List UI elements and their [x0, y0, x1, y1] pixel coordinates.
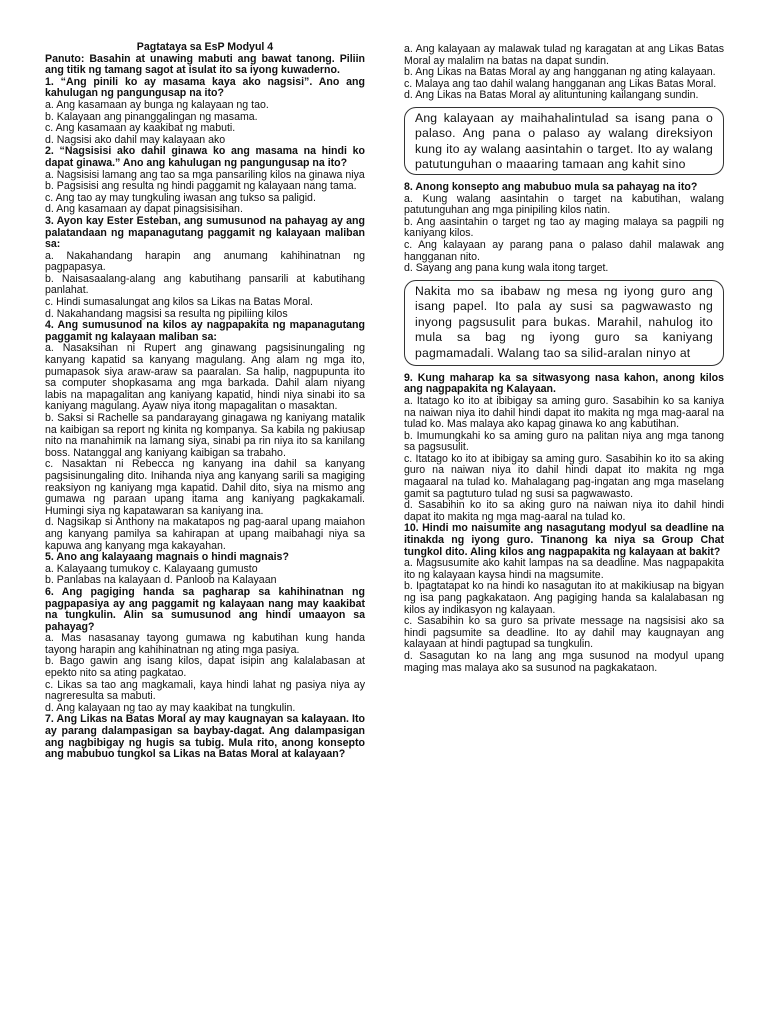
q10-option-a: a. Magsusumite ako kahit lampas na sa deadline. Mas nagpapakita ito ng kalayaan kaysa hindi na magsumite. [404, 557, 724, 581]
left-column [45, 42, 365, 761]
question-5: 5. Ano ang kalayaang magnais o hindi magnais? [45, 551, 289, 564]
question-1: 1. “Ang pinili ko ay masama kaya ako nagsisi”. Ano ang kahulugan ng pangungusap na ito? [45, 75, 365, 100]
q4-option-c: c. Nasaktan ni Rebecca ng kanyang ina dahil sa kanyang pagsisinungaling dito. Inihanda niya ang kanyang sarili sa magiging reaksiyon ng kaniyang mga kapatid. Dahil dito, siya na mismo ang gumawa ng paraan upang itama ang kaniyang pagkakamali. Humingi siya ng kapatawaran sa kaniyang ina. [45, 458, 365, 517]
q2-option-a: a. Nagsisisi lamang ang tao sa mga pansariling kilos na ginawa niya [45, 168, 365, 181]
question-4: 4. Ang sumusunod na kilos ay nagpapakita ng mapanagutang paggamit ng kalayaan maliban sa: [45, 319, 365, 343]
q3-option-a: a. Nakahandang harapin ang anumang kahihinatnan ng pagpapasya. [45, 249, 365, 274]
q1-option-c: c. Ang kasamaan ay kaakibat ng mabuti. [45, 122, 236, 135]
question-7: 7. Ang Likas na Batas Moral ay may kaugnayan sa kalayaan. Ito ay parang dalampasigan sa baybay-dagat. Ang dalampasigan ang nagbibigay ng hugis sa tubig. Mula rito, anong konsepto ang mabubuo tungkol sa Likas na Batas Moral at kalayaan? [45, 713, 365, 761]
q10-option-d: d. Sasagutan ko na lang ang mga susunod na modyul upang maging mas malaya ako sa susunod na pagkakataon. [404, 649, 724, 674]
q7-option-b: b. Ang Likas na Batas Moral ay ang hangganan ng ating kalayaan. [404, 66, 716, 79]
q1-option-a: a. Ang kasamaan ay bunga ng kalayaan ng tao. [45, 98, 269, 111]
q7-option-a: a. Ang kalayaan ay malawak tulad ng karagatan at ang Likas Batas Moral ay malalim na batas na dapat sundin. [404, 43, 724, 67]
q6-option-c: c. Likas sa tao ang magkamali, kaya hindi lahat ng pasiya niya ay nagreresulta sa mabuti. [45, 678, 365, 703]
q7-option-c: c. Malaya ang tao dahil walang hangganan ang Likas Batas Moral. [404, 77, 717, 90]
scenario-box-answer-key-text: Nakita mo sa ibabaw ng mesa ng iyong guro ang isang papel. Ito pala ay susi sa pagwawasto ng inyong pagsusulit para bukas. Marahil, nahulog ito mula sa bag ng iyong guro sa kaniyang pagmamadali. Walang tao sa silid-aralan ninyo at [415, 283, 713, 360]
q9-option-a: a. Itatago ko ito at ibibigay sa aming guro. Sasabihin ko sa kaniya na naiwan niya ito dahil hindi dapat ito makita ng mga mag-aaral na tulad ko. Mas malaya ako kapag ginawa ko ang kabutihan. [404, 394, 724, 431]
q2-option-b: b. Pagsisisi ang resulta ng hindi paggamit ng kalayaan nang tama. [45, 180, 357, 193]
scenario-box-bow-arrow [404, 107, 724, 175]
question-9: 9. Kung maharap ka sa sitwasyong nasa kahon, anong kilos ang nagpapakita ng Kalayaan. [404, 371, 724, 396]
right-column [404, 44, 724, 674]
q3-option-b: b. Naisasaalang-alang ang kabutihang pansarili at kabutihang panlahat. [45, 272, 365, 297]
document-title: Pagtataya sa EsP Modyul 4 [136, 41, 274, 53]
question-8: 8. Anong konsepto ang mabubuo mula sa pahayag na ito? [404, 180, 698, 193]
q2-option-d: d. Ang kasamaan ay dapat pinagsisisihan. [45, 203, 243, 216]
q10-option-b: b. Ipagtatapat ko na hindi ko nasagutan ito at makikiusap na bigyan ng isa pang pagkakataon. Ang pagiging handa sa kalalabasan ng kilos ay indikasyon ng kalayaan. [404, 580, 724, 616]
q3-option-d: d. Nakahandang magsisi sa resulta ng pipiliing kilos [45, 307, 288, 320]
scenario-box-answer-key [404, 280, 724, 366]
q10-option-c: c. Sasabihin ko sa guro sa private message na nagsisisi ako sa hindi pagsumite sa deadline. Ito ay dahil may kaugnayan ang kalayaan at hindi pagtupad sa tungkulin. [404, 615, 724, 651]
q4-option-a: a. Nasaksihan ni Rupert ang ginawang pagsisinungaling ng kanyang kapatid sa kanyang magulang. Ang alam ng mga ito, pumapasok siya araw-araw sa paaralan. Sa halip, nagpupunta ito sa computer shopkasama ang mga barkada. Dahil alam niyang labis na mapagalitan ang kaniyang kapatid, hindi niya sinabi ito sa kaniyang magulang. Ayaw niya itong mapagalitan o masaktan. [45, 342, 365, 413]
q8-option-d: d. Sayang ang pana kung wala itong target. [404, 262, 609, 275]
q1-option-d: d. Nagsisi ako dahil may kalayaan ako [45, 133, 226, 146]
q8-option-c: c. Ang kalayaan ay parang pana o palaso dahil malawak ang hangganan nito. [404, 238, 724, 263]
q8-option-b: b. Ang aasintahin o target ng tao ay maging malaya sa pagpili ng kaniyang kilos. [404, 215, 724, 240]
q1-option-b: b. Kalayaan ang pinanggalingan ng masama. [45, 110, 258, 123]
q3-option-c: c. Hindi sumasalungat ang kilos sa Likas na Batas Moral. [45, 296, 313, 309]
q5-options-b-d: b. Panlabas na kalayaan d. Panloob na Kalayaan [45, 574, 277, 587]
q7-option-d: d. Ang Likas na Batas Moral ay alituntuning kailangang sundin. [404, 89, 699, 102]
question-3: 3. Ayon kay Ester Esteban, ang sumusunod na pahayag ay ang palatandaan ng mapanagutang paggamit ng kalayaan maliban sa: [45, 214, 365, 251]
q9-option-b: b. Imumungkahi ko sa aming guro na palitan niya ang mga tanong sa pagsusulit. [404, 429, 724, 454]
question-10: 10. Hindi mo naisumite ang nasagutang modyul sa deadline na itinakda ng iyong guro. Tinanong ka niya sa Group Chat tungkol dito. Aling kilos ang nagpapakita ng kalayaan at bakit? [404, 522, 724, 558]
question-6: 6. Ang pagiging handa sa pagharap sa kahihinatnan ng pagpapasiya ay ang paggamit ng kalayaan nang may kaakibat na tungkulin. Alin sa sumusunod ang hindi umaayon sa pahayag? [45, 585, 365, 633]
q4-option-d: d. Nagsikap si Anthony na makatapos ng pag-aaral upang maiahon ang kanyang pamilya sa kahirapan at upang maibahagi niya sa kapuwa ang kanyang mga kakayahan. [45, 516, 365, 552]
q6-option-a: a. Mas nasasanay tayong gumawa ng kabutihan kung handa tayong harapin ang kahihinatnan ng ating mga pasiya. [45, 632, 365, 656]
q9-option-d: d. Sasabihin ko ito sa aking guro na naiwan niya ito dahil hindi dapat ito makita ng mga mag-aaral na tulad ko. [404, 499, 724, 523]
q6-option-d: d. Ang kalayaan ng tao ay may kaakibat na tungkulin. [45, 701, 296, 714]
instructions: Panuto: Basahin at unawing mabuti ang bawat tanong. Piliin ang titik ng tamang sagot at isulat ito sa iyong kuwaderno. [45, 52, 365, 77]
q2-option-c: c. Ang tao ay may tungkuling iwasan ang tukso sa paligid. [45, 191, 316, 204]
scenario-box-bow-arrow-text: Ang kalayaan ay maihahalintulad sa isang pana o palaso. Ang pana o palaso ay walang direksiyon kung ito ay walang aasintahin o target. Ito ay walang patutunguhan o maaaring tamaan ang kahit sino [415, 110, 713, 172]
q5-options-a-c: a. Kalayaang tumukoy c. Kalayaang gumusto [45, 562, 258, 575]
q6-option-b: b. Bago gawin ang isang kilos, dapat isipin ang kalalabasan at epekto nito sa ating pagkatao. [45, 655, 365, 680]
q8-option-a: a. Kung walang aasintahin o target na kabutihan, walang patutunguhan ang mga pinipiling kilos natin. [404, 192, 724, 217]
q9-option-c: c. Itatago ko ito at ibibigay sa aming guro. Sasabihin ko ito sa aking guro na naiwan niya ito dahil hindi dapat ito makita ng mga magaaral na tulad ko. Mahalagang pag-ingatan ang mga maselang gamit sa pagtuturo tulad ng susi sa pagwawasto. [404, 452, 724, 500]
q4-option-b: b. Saksi si Rachelle sa pandarayang ginagawa ng kaniyang matalik na kaibigan sa report ng kinita ng kompanya. Sa kabila ng pakiusap nito na manahimik na lamang siya, sinabi pa rin niya ito sa kanilang boss. Natanggal ang kaniyang kaibigan sa trabaho. [45, 412, 365, 459]
question-2: 2. “Nagsisisi ako dahil ginawa ko ang masama na hindi ko dapat ginawa.” Ano ang kahulugan ng pangungusap na ito? [45, 145, 365, 169]
